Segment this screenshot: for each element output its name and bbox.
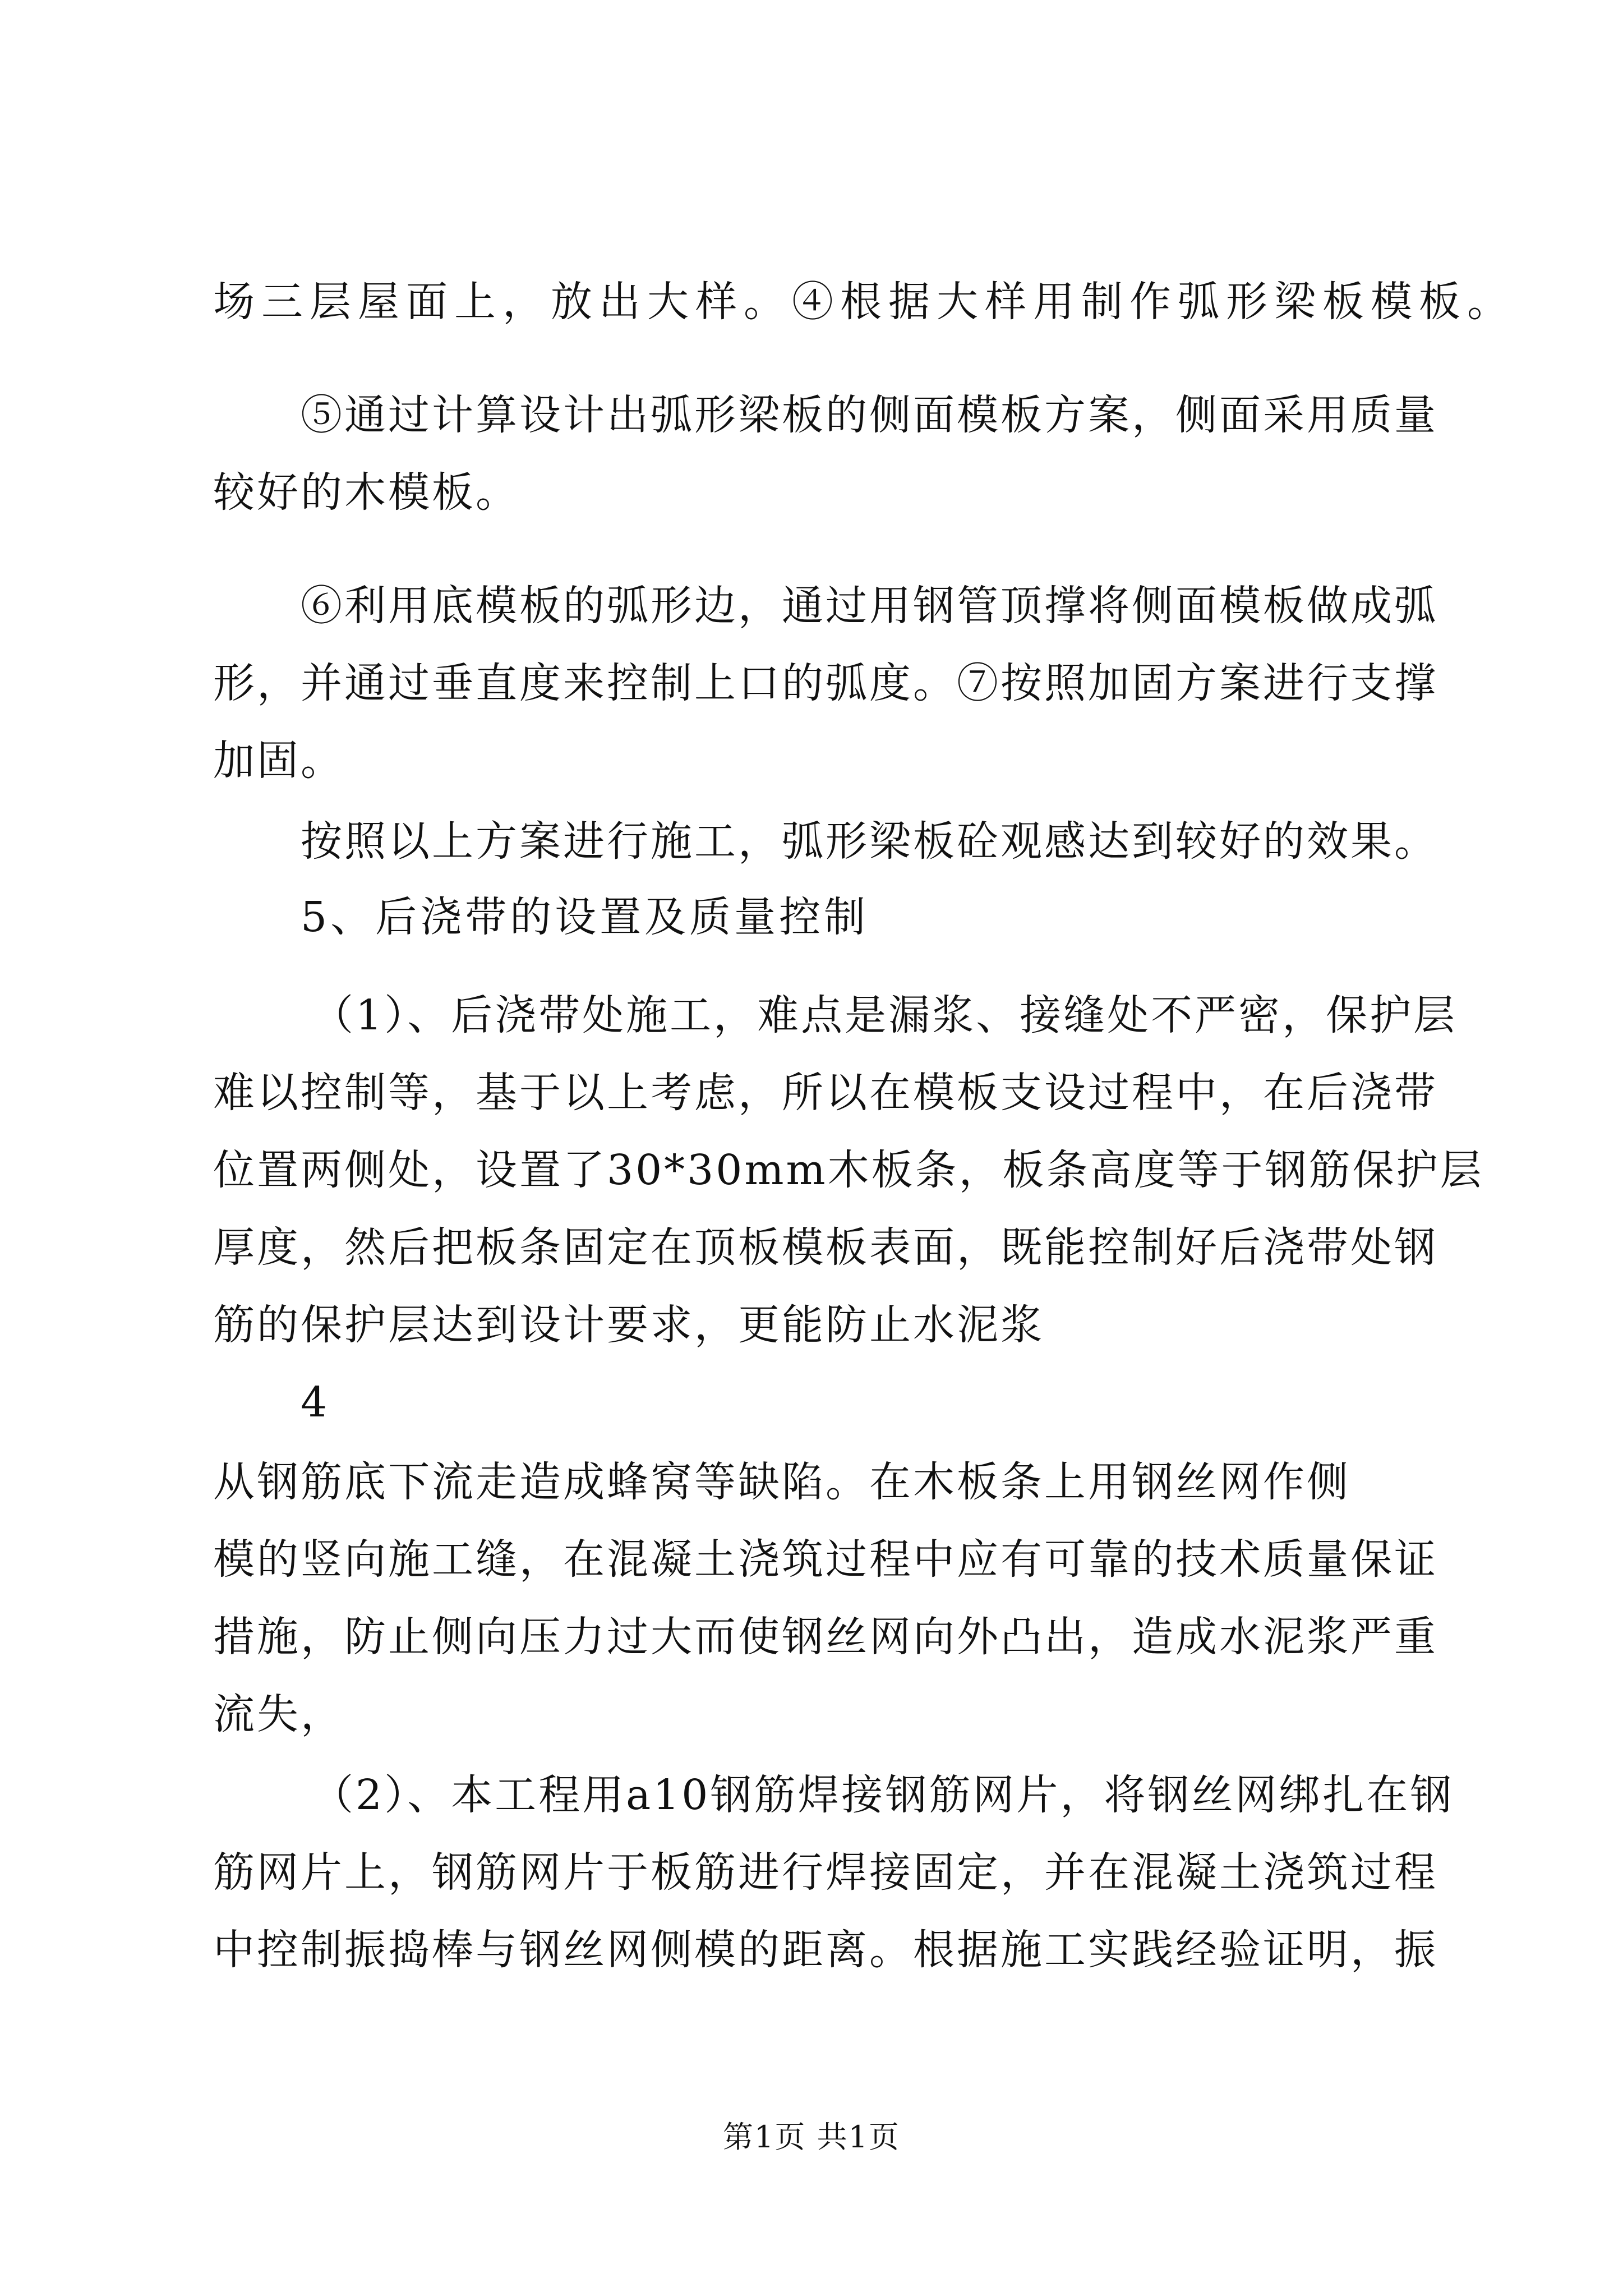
text-line: 较好的木模板。 — [213, 468, 519, 517]
text-line: 按照以上方案进行施工，弧形梁板砼观感达到较好的效果。 — [301, 817, 1438, 866]
page-number-inline: 4 — [301, 1378, 330, 1427]
text-line: 形，并通过垂直度来控制上口的弧度。⑦按照加固方案进行支撑 — [213, 659, 1438, 707]
text-line: 厚度，然后把板条固定在顶板模板表面，既能控制好后浇带处钢 — [213, 1223, 1438, 1272]
text-line: 筋网片上，钢筋网片于板筋进行焊接固定，并在混凝土浇筑过程 — [213, 1848, 1438, 1897]
text-line: 流失， — [213, 1690, 344, 1738]
text-line: 难以控制等，基于以上考虑，所以在模板支设过程中，在后浇带 — [213, 1069, 1438, 1117]
text-line: 筋的保护层达到设计要求，更能防止水泥浆 — [213, 1301, 1044, 1349]
text-line: ⑤通过计算设计出弧形梁板的侧面模板方案，侧面采用质量 — [301, 391, 1438, 439]
text-line: （2）、本工程用a10钢筋焊接钢筋网片，将钢丝网绑扎在钢 — [312, 1771, 1454, 1819]
text-line: 加固。 — [213, 737, 344, 785]
text-line: 措施，防止侧向压力过大而使钢丝网向外凸出，造成水泥浆严重 — [213, 1613, 1438, 1661]
text-line: 模的竖向施工缝，在混凝土浇筑过程中应有可靠的技术质量保证 — [213, 1535, 1438, 1584]
text-line: ⑥利用底模板的弧形边，通过用钢管顶撑将侧面模板做成弧 — [301, 582, 1438, 630]
text-line: 位置两侧处，设置了30*30mm木板条，板条高度等于钢筋保护层 — [213, 1146, 1484, 1194]
text-line: 场三层屋面上，放出大样。④根据大样用制作弧形梁板模板。 — [213, 278, 1515, 326]
text-line: 中控制振捣棒与钢丝网侧模的距离。根据施工实践经验证明，振 — [213, 1926, 1438, 1974]
text-line: 从钢筋底下流走造成蜂窝等缺陷。在木板条上用钢丝网作侧 — [213, 1458, 1350, 1506]
page-footer: 第1页 共1页 — [723, 2119, 900, 2155]
text-line: （1）、后浇带处施工，难点是漏浆、接缝处不严密，保护层 — [312, 991, 1458, 1039]
section-heading: 5、后浇带的设置及质量控制 — [301, 893, 869, 941]
